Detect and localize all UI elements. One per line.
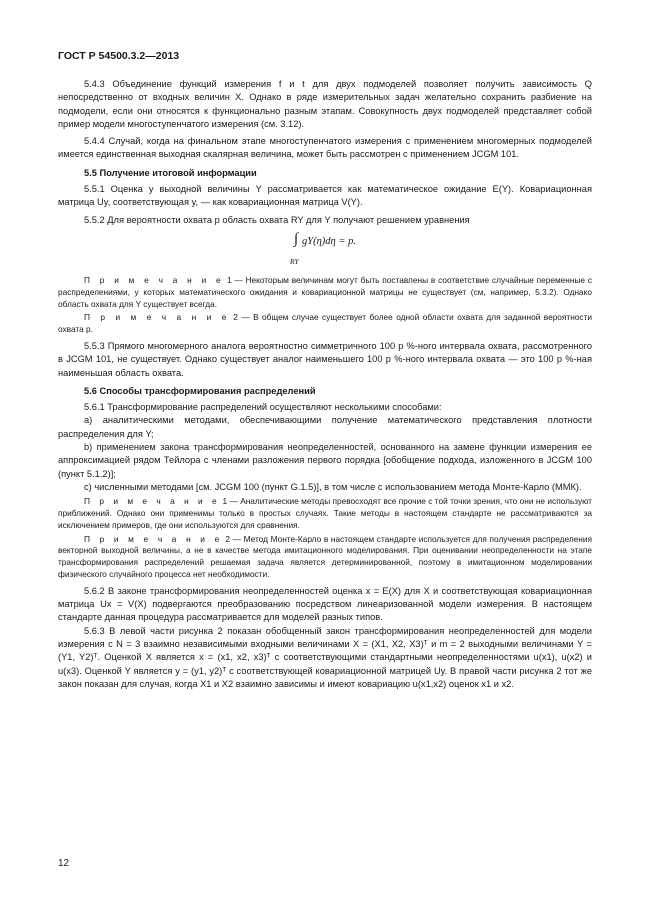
paragraph-5-5-3: 5.5.3 Прямого многомерного аналога вероятностно симметричного 100 p %-ного интервала охвата, рассмотренного в JCGM 101, не существует. Однако существует аналог наименьшего 100 p %-ного интервала охвата — это 100 p %-ная наименьшая область охвата.: [58, 340, 592, 378]
paragraph-5-6-1: 5.6.1 Трансформирование распределений осуществляют несколькими способами:: [84, 402, 442, 413]
section-heading-5-6: 5.6 Способы трансформирования распределений: [84, 385, 316, 396]
document-body: [58, 78, 592, 691]
formula-body: gY(η)dη = p.: [302, 235, 356, 247]
note-text: 2 — В общем случае существует более одной области охвата для заданной вероятности охвата p.: [58, 312, 592, 335]
section-heading-5-5: 5.5 Получение итоговой информации: [84, 167, 257, 178]
note-label: П р и м е ч а н и е: [84, 312, 230, 323]
paragraph-5-5-2: 5.5.2 Для вероятности охвата p область охвата RY для Y получают решением уравнения: [84, 214, 470, 225]
list-item-a: a) аналитическими методами, обеспечивающими получение математического представления плотности распределения для Y;: [58, 415, 592, 439]
coverage-formula: [58, 229, 592, 271]
note-label: П р и м е ч а н и е: [84, 496, 221, 507]
note-label: П р и м е ч а н и е: [84, 274, 225, 285]
page-number: 12: [58, 858, 70, 869]
integral-sign: ∫: [294, 230, 299, 247]
integral-limit: RY: [290, 256, 299, 266]
paragraph-5-6-3: 5.6.3 В левой части рисунка 2 показан обобщенный закон трансформирования неопределенностей для модели измерения с N = 3 взаимно независимыми входными величинами X = (X1, X2, X3)ᵀ и m = 2 выходными величинами Y = (Y1, Y2)ᵀ. Оценкой X является x = (x1, x2, x3)ᵀ с соответствующими стандартными неопределенностями u(x1), u(x2) и u(x3). Оценкой Y является y = (y1, y2)ᵀ с соответствующей ковариационной матрицей Uy. В правой части рисунка 2 тот же закон показан для случая, когда X1 и X2 взаимно зависимы и имеют ковариацию u(x1,x2) оценок x1 и x2.: [58, 625, 592, 689]
list-item-c: c) численными методами [см. JCGM 100 (пункт G.1.5)], в том числе с использованием метода Монте-Карло (ММК).: [84, 481, 582, 492]
paragraph-5-5-1: 5.5.1 Оценка y выходной величины Y рассматривается как математическое ожидание E(Y). Ковариационная матрица Uy, соответствующая y, — как ковариационная матрица V(Y).: [58, 184, 592, 208]
note-1: [58, 275, 592, 310]
note-2: [58, 312, 592, 336]
list-item-b: b) применением закона трансформирования неопределенностей, основанного на замене функции измерения ее аппроксимацией рядом Тейлора с членами разложения первого порядка [обобщение подхода, изложенного в JCGM 100 (пункт 5.1.2)];: [58, 442, 592, 479]
note-text: 2 — Метод Монте-Карло в настоящем стандарте используется для получения распределения векторной выходной величины, а не в качестве метода имитационного моделирования. При оценивании неопределенности на этапе трансформирования распределений решаемая задача является детерминированной, поэтому в имитационном моделировании физического случайного процесса нет необходимости.: [58, 533, 593, 579]
paragraph-5-4-4: 5.4.4 Случай, когда на финальном этапе многоступенчатого измерения с применением многомерных подмоделей имеется единственная выходная скалярная величина, может быть рассмотрен с применением JCGM 101.: [58, 136, 592, 160]
paragraph-5-6-2: 5.6.2 В законе трансформирования неопределенностей оценка x = E(X) для X и соответствующая ковариационная матрица Ux = V(X) подвергаются преобразованию посредством линеаризованной модели измерения. В настоящем стандарте данная процедура рассматривается для моделей разных типов.: [58, 585, 592, 623]
note-label: П р и м е ч а н и е: [84, 533, 223, 544]
note-3: [58, 496, 592, 531]
note-text: 1 — Некоторым величинам могут быть поставлены в соответствие случайные переменные с распределениями, у которых математического ожидания и ковариационной матрицы не существует (см, например, 5.3.2). Однако область охвата для Y существует всегда.: [58, 274, 593, 309]
note-4: [58, 534, 592, 581]
paragraph-5-4-3: 5.4.3 Объединение функций измерения f и t для двух подмоделей позволяет получить зависимость Q непосредственно от входных величин X. Однако в ряде измерительных задач желательно сохранить разбиение на подмодели, если они относятся к функционально разным этапам. Совокупность двух подмоделей представляет собой пример модели многоступенчатого измерения (см. 3.12).: [58, 79, 592, 129]
note-text: 1 — Аналитические методы превосходят все прочие с той точки зрения, что они не используют приближений. Однако они применимы только в простых случаях. Такие методы в настоящем стандарте не рассматриваются за исключением примеров, где они используются для сравнения.: [58, 496, 592, 530]
document-header: ГОСТ Р 54500.3.2—2013: [58, 50, 180, 62]
